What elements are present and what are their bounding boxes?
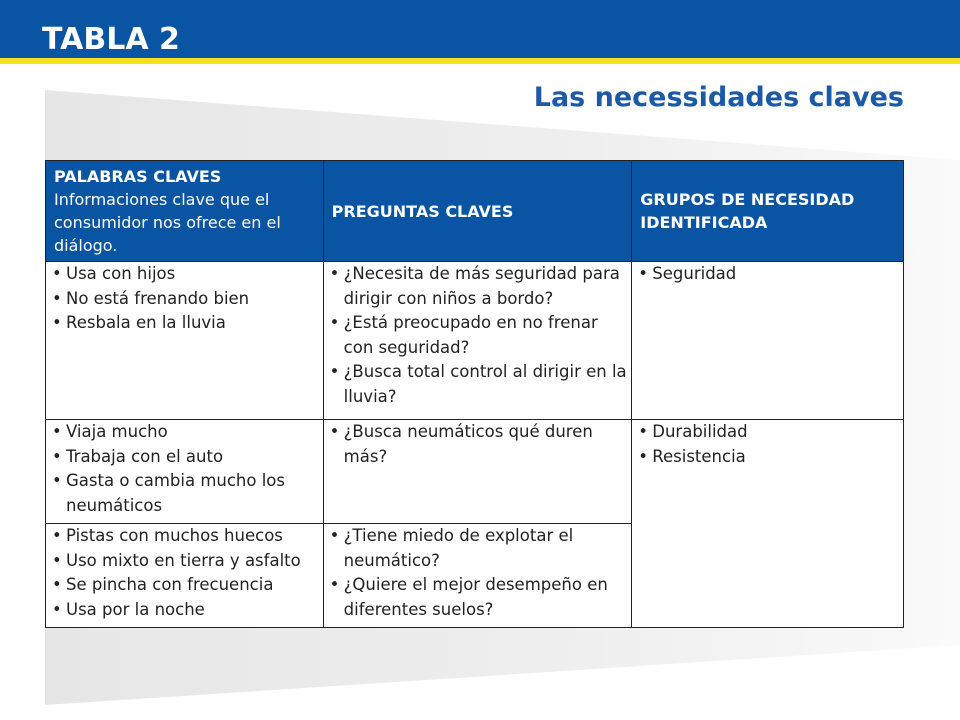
header-questions: PREGUNTAS CLAVES [323, 161, 632, 262]
list-item: • Se pincha con frecuencia [46, 573, 323, 598]
header-needs: GRUPOS DE NECESIDAD IDENTIFICADA [632, 161, 904, 262]
list-item: • ¿Necesita de más seguridad para dirigir con niños a bordo? [324, 262, 632, 311]
list-item: • ¿Quiere el mejor desempeño en diferentes suelos? [324, 573, 632, 622]
list-item: • Gasta o cambia mucho los neumáticos [46, 469, 323, 518]
list-item: • Viaja mucho [46, 420, 323, 445]
list-item: • Resistencia [632, 445, 903, 470]
table-header-row [46, 161, 904, 262]
header-keywords-subtext: Informaciones clave que el consumidor nos ofrece en el diálogo. [54, 190, 281, 255]
keywords-cell [46, 420, 324, 524]
list-item: • Usa con hijos [46, 262, 323, 287]
questions-cell [323, 420, 632, 524]
questions-cell [323, 524, 632, 628]
list-item: • Resbala en la lluvia [46, 311, 323, 336]
header-keywords-title: PALABRAS CLAVES [54, 167, 222, 186]
list-item: • ¿Busca total control al dirigir en la lluvia? [324, 360, 632, 409]
list-item: • Trabaja con el auto [46, 445, 323, 470]
keywords-cell [46, 524, 324, 628]
needs-table [45, 160, 904, 628]
list-item: • Uso mixto en tierra y asfalto [46, 549, 323, 574]
list-item: • Seguridad [632, 262, 903, 287]
page-title: TABLA 2 [42, 22, 180, 57]
table-row [46, 420, 904, 524]
header-keywords [46, 161, 324, 262]
list-item: • Usa por la noche [46, 598, 323, 623]
needs-cell [632, 420, 904, 628]
header-accent-stripe [0, 58, 960, 64]
list-item: • ¿Busca neumáticos qué duren más? [324, 420, 632, 469]
table-subtitle: Las necessidades claves [533, 82, 904, 113]
table-row [46, 262, 904, 420]
list-item: • No está frenando bien [46, 287, 323, 312]
keywords-cell [46, 262, 324, 420]
list-item: • Pistas con muchos huecos [46, 524, 323, 549]
needs-cell [632, 262, 904, 420]
list-item: • Durabilidad [632, 420, 903, 445]
list-item: • ¿Está preocupado en no frenar con seguridad? [324, 311, 632, 360]
questions-cell [323, 262, 632, 420]
list-item: • ¿Tiene miedo de explotar el neumático? [324, 524, 632, 573]
